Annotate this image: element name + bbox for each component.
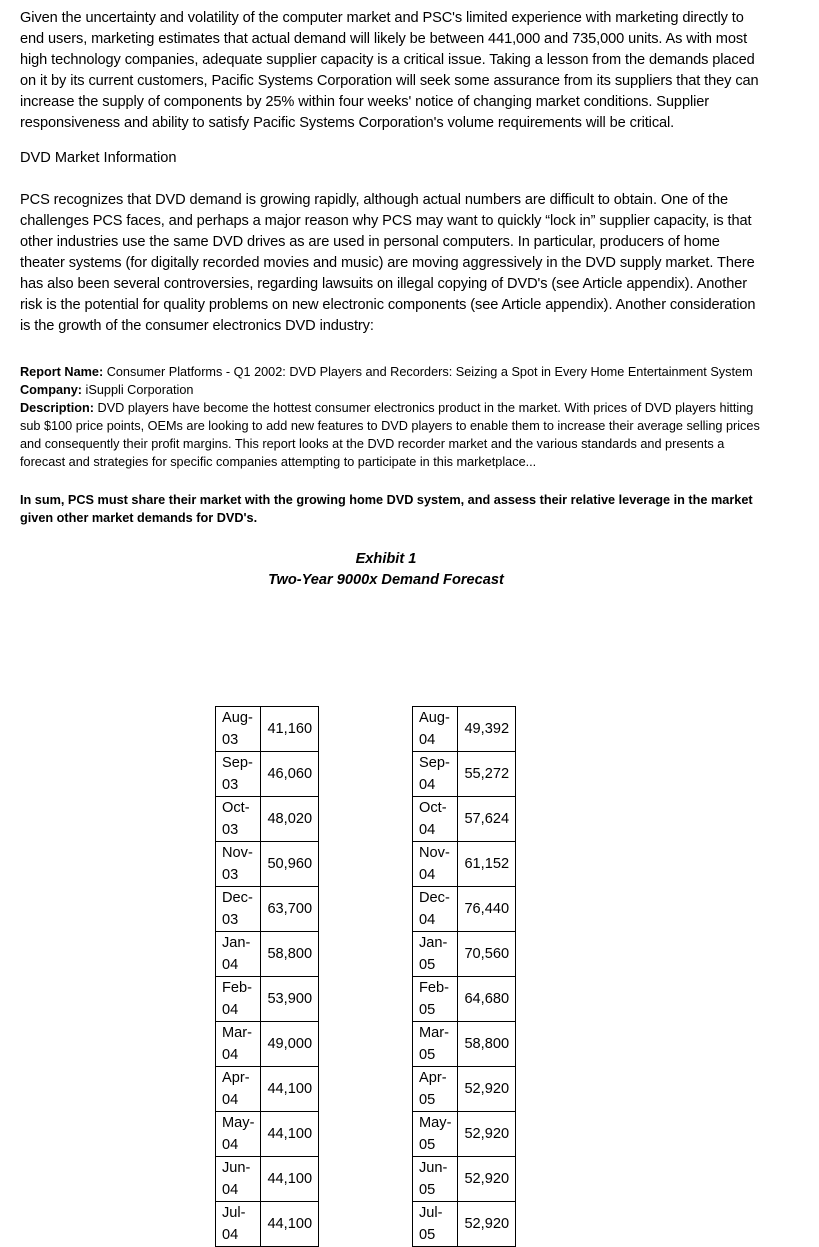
month-cell: Apr-04: [216, 1067, 261, 1112]
table-row: [216, 797, 319, 842]
demand-cell: 55,272: [458, 752, 516, 797]
month-cell: Aug-03: [216, 707, 261, 752]
demand-cell: 46,060: [261, 752, 319, 797]
month-cell: Apr-05: [413, 1067, 458, 1112]
table-row: [413, 1112, 516, 1157]
demand-cell: 70,560: [458, 932, 516, 977]
table-row: [216, 977, 319, 1022]
demand-cell: 44,100: [261, 1202, 319, 1247]
table-row: [413, 797, 516, 842]
demand-cell: 57,624: [458, 797, 516, 842]
table-row: [413, 932, 516, 977]
month-cell: Mar-04: [216, 1022, 261, 1067]
report-company-value: iSuppli Corporation: [82, 383, 194, 397]
month-cell: Oct-03: [216, 797, 261, 842]
demand-cell: 44,100: [261, 1112, 319, 1157]
month-cell: Feb-04: [216, 977, 261, 1022]
table-row: [413, 1067, 516, 1112]
month-cell: Oct-04: [413, 797, 458, 842]
demand-cell: 53,900: [261, 977, 319, 1022]
month-cell: Sep-04: [413, 752, 458, 797]
table-row: [413, 707, 516, 752]
table-row: [216, 887, 319, 932]
month-cell: Dec-03: [216, 887, 261, 932]
month-cell: Sep-03: [216, 752, 261, 797]
exhibit-title: Exhibit 1: [355, 551, 417, 567]
report-company-line: [20, 381, 760, 399]
demand-cell: 64,680: [458, 977, 516, 1022]
table-row: [413, 1022, 516, 1067]
month-cell: Nov-03: [216, 842, 261, 887]
dvd-market-paragraph: PCS recognizes that DVD demand is growing rapidly, although actual numbers are difficult to obtain. One of the challenges PCS faces, and perhaps a major reason why PCS may want to quickly “lock in” supplier capacity, is that other industries use the same DVD drives as are used in personal computers. In particular, producers of home theater systems (for digitally recorded movies and music) are moving aggressively in the DVD supply market. There has also been several controversies, regarding lawsuits on illegal copying of DVD's (see Article appendix). Another risk is the potential for quality problems on new electronic components (see Article appendix). Another consideration is the growth of the consumer electronics DVD industry:: [20, 192, 756, 334]
demand-cell: 58,800: [261, 932, 319, 977]
report-description-line: [20, 399, 760, 471]
table-row: [413, 842, 516, 887]
demand-cell: 41,160: [261, 707, 319, 752]
table-row: [216, 1202, 319, 1247]
month-cell: Nov-04: [413, 842, 458, 887]
month-cell: Jul-05: [413, 1202, 458, 1247]
exhibit-heading: [20, 549, 752, 591]
table-row: [413, 752, 516, 797]
report-description-label: Description:: [20, 401, 95, 415]
table-row: [216, 842, 319, 887]
report-block: [20, 363, 760, 471]
exhibit-subtitle: Two-Year 9000x Demand Forecast: [268, 572, 504, 588]
demand-cell: 50,960: [261, 842, 319, 887]
demand-cell: 49,392: [458, 707, 516, 752]
table-row: [216, 752, 319, 797]
demand-cell: 58,800: [458, 1022, 516, 1067]
month-cell: May-04: [216, 1112, 261, 1157]
month-cell: Jan-05: [413, 932, 458, 977]
demand-cell: 48,020: [261, 797, 319, 842]
demand-cell: 44,100: [261, 1157, 319, 1202]
summary-paragraph: In sum, PCS must share their market with the growing home DVD system, and assess their relative leverage in the market given other market demands for DVD's.: [20, 493, 753, 525]
report-company-label: Company:: [20, 383, 83, 397]
intro-paragraph: Given the uncertainty and volatility of the computer market and PSC's limited experience with marketing directly to end users, marketing estimates that actual demand will likely be between 441,000 and 735,000 units. As with most high technology companies, adequate supplier capacity is a critical issue. Taking a lesson from the demands placed on it by its current customers, Pacific Systems Corporation will seek some assurance from its suppliers that they can increase the supply of components by 25% within four weeks' notice of changing market conditions. Supplier responsiveness and ability to satisfy Pacific Systems Corporation's volume requirements will be critical.: [20, 10, 759, 131]
report-description-value: DVD players have become the hottest consumer electronics product in the market. With prices of DVD players hitting sub $100 price points, OEMs are looking to add new features to DVD players to enable them to increase their average selling prices and consequently their profit margins. This report looks at the DVD recorder market and the various standards and presents a forecast and strategies for specific companies attempting to participate in this marketplace...: [20, 401, 760, 469]
month-cell: May-05: [413, 1112, 458, 1157]
demand-cell: 76,440: [458, 887, 516, 932]
forecast-table-year-2: [412, 706, 516, 1247]
month-cell: Jun-05: [413, 1157, 458, 1202]
table-row: [413, 1157, 516, 1202]
table-row: [216, 932, 319, 977]
report-name-value: Consumer Platforms - Q1 2002: DVD Players and Recorders: Seizing a Spot in Every Home Entertainment System: [103, 365, 753, 379]
forecast-table-year-1: [215, 706, 319, 1247]
demand-cell: 52,920: [458, 1112, 516, 1157]
demand-cell: 49,000: [261, 1022, 319, 1067]
demand-cell: 63,700: [261, 887, 319, 932]
demand-cell: 52,920: [458, 1157, 516, 1202]
table-row: [216, 707, 319, 752]
report-name-label: Report Name:: [20, 365, 104, 379]
month-cell: Feb-05: [413, 977, 458, 1022]
section-heading: DVD Market Information: [20, 150, 177, 166]
table-row: [216, 1157, 319, 1202]
table-row: [216, 1112, 319, 1157]
table-row: [413, 1202, 516, 1247]
table-row: [413, 887, 516, 932]
demand-cell: 44,100: [261, 1067, 319, 1112]
table-row: [413, 977, 516, 1022]
month-cell: Dec-04: [413, 887, 458, 932]
demand-cell: 52,920: [458, 1202, 516, 1247]
demand-cell: 61,152: [458, 842, 516, 887]
document-page: [20, 8, 760, 591]
month-cell: Jan-04: [216, 932, 261, 977]
table-row: [216, 1022, 319, 1067]
month-cell: Jun-04: [216, 1157, 261, 1202]
report-name-line: [20, 363, 760, 381]
table-row: [216, 1067, 319, 1112]
month-cell: Jul-04: [216, 1202, 261, 1247]
month-cell: Aug-04: [413, 707, 458, 752]
demand-cell: 52,920: [458, 1067, 516, 1112]
month-cell: Mar-05: [413, 1022, 458, 1067]
